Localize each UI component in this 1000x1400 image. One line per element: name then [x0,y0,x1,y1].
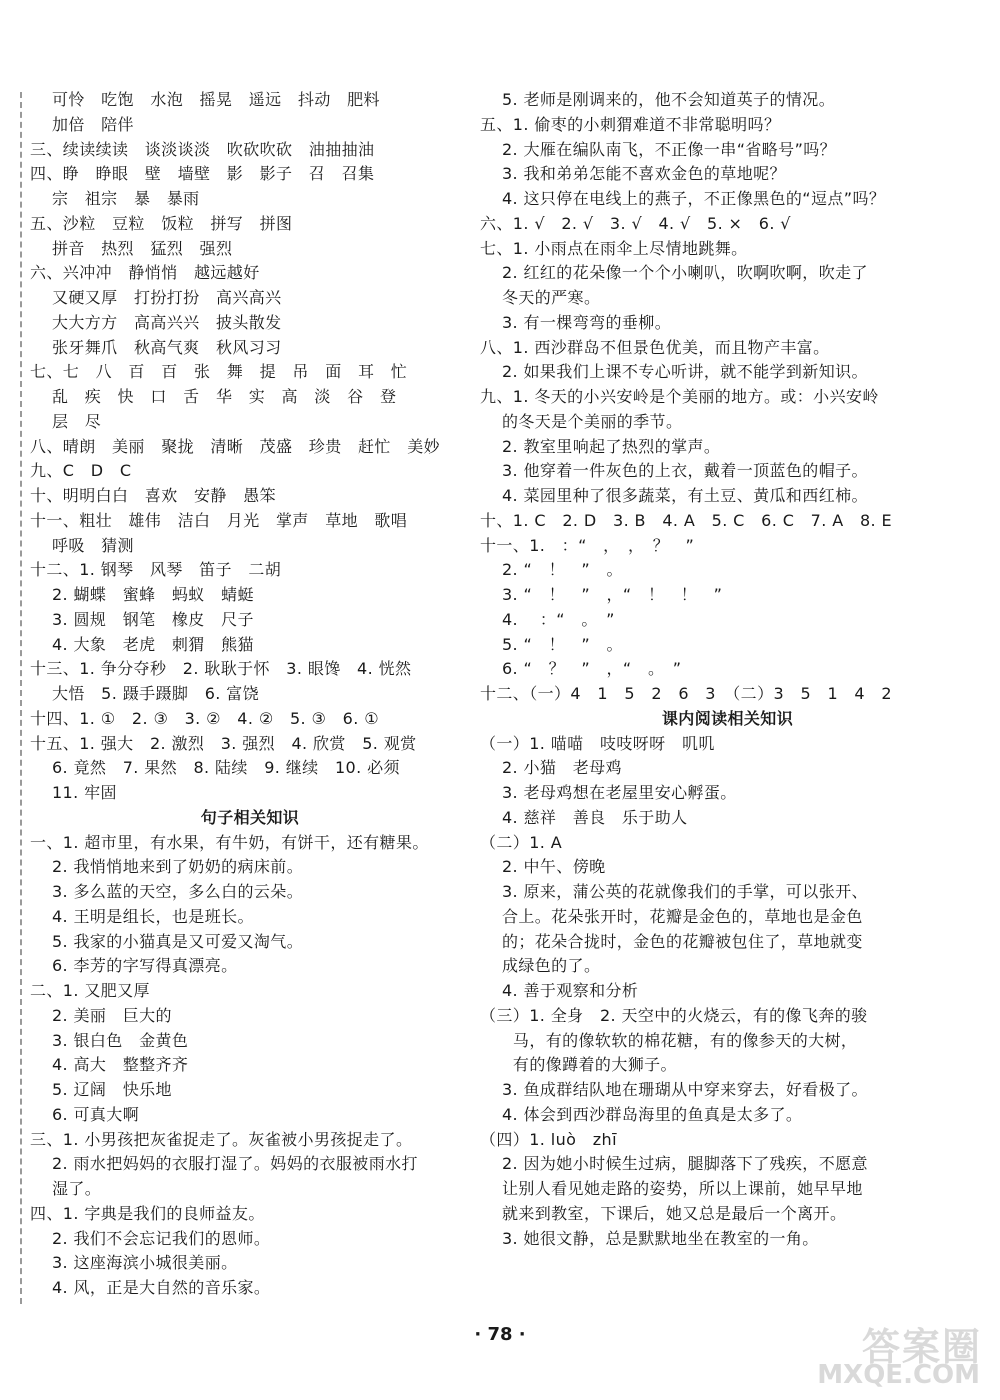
answer-line: 6. 李芳的字写得真漂亮。 [30,956,238,976]
answer-line: 2. 如果我们上课不专心听讲，就不能学到新知识。 [480,362,868,382]
answer-line: 五、1. 偷枣的小刺猬难道不非常聪明吗？ [480,114,781,134]
answer-line: 九、1. 冬天的小兴安岭是个美丽的地方。或：小兴安岭 [480,387,879,406]
answer-line: 张牙舞爪 秋高气爽 秋风习习 [30,337,282,357]
answer-line: 二、1. 又肥又厚 [30,981,150,1000]
answer-line: 4. 高大 整整齐齐 [30,1055,189,1075]
answer-line: 3. 圆规 钢笔 橡皮 尺子 [30,609,254,629]
answer-line: 乱 疾 快 口 舌 华 实 高 淡 谷 登 [30,387,397,406]
answer-line: （三）1. 全身 2. 天空中的火烧云，有的像飞奔的骏 [480,1005,868,1025]
answer-line: 十一、粗壮 雄伟 洁白 月光 掌声 草地 歌唱 [30,510,408,530]
answer-line: 2. 雨水把妈妈的衣服打湿了。妈妈的衣服被雨水打 [30,1154,418,1174]
answer-line: 就来到教室，下课后，她又总是最后一个离开。 [480,1203,847,1223]
answer-line: 一、1. 超市里，有水果，有牛奶，有饼干，还有糖果。 [30,832,429,852]
answer-line: 4. 慈祥 善良 乐于助人 [480,807,688,827]
watermark-title: 答案圈 [861,1325,982,1369]
answer-line: 加倍 陪伴 [30,114,134,134]
answer-line: 十一、1. ：“ ， ， ？ ” [480,535,695,555]
answer-line: （一）1. 喵喵 吱吱呀呀 叽叽 [480,733,715,753]
answer-line: 2. 蝴蝶 蜜蜂 蚂蚁 蜻蜓 [30,585,254,604]
answer-line: 4. 大象 老虎 刺猬 熊猫 [30,634,254,654]
answer-line: 大悟 5. 蹑手蹑脚 6. 富饶 [30,684,260,703]
answer-line: 5. 我家的小猫真是又可爱又淘气。 [30,931,304,951]
answer-line: 2. 美丽 巨大的 [30,1005,172,1025]
answer-line: 九、C D C [30,461,132,481]
watermark [812,1314,992,1394]
answer-line: 宗 祖宗 暴 暴雨 [30,189,200,208]
answer-line: 4. 王明是组长，也是班长。 [30,906,254,926]
answer-line: 成绿色的了。 [480,956,601,976]
answer-line: 2. 我们不会忘记我们的恩师。 [30,1228,271,1248]
answer-line: 2. 中午、傍晚 [480,857,606,877]
answer-line: 3. 她很文静，总是默默地坐在教室的一角。 [480,1228,819,1248]
left-column [30,88,470,1301]
answer-line: 6. 竟然 7. 果然 8. 陆续 9. 继续 10. 必须 [30,758,400,778]
section-heading: 句子相关知识 [200,807,300,827]
answer-line: 八、1. 西沙群岛不但景色优美，而且物产丰富。 [480,337,830,357]
answer-line: 五、沙粒 豆粒 饭粒 拼写 拼图 [30,213,293,233]
answer-line: 3. “ ！ ” ，“ ！ ！ ” [480,585,723,604]
answer-line: 湿了。 [30,1179,102,1198]
answer-line: 六、1. √ 2. √ 3. √ 4. √ 5. × 6. √ [480,213,791,233]
answer-line: 拼音 热烈 猛烈 强烈 [30,238,233,258]
answer-line: 七、七 八 百 百 张 舞 提 吊 面 耳 忙 [30,362,408,382]
answer-line: 5. “ ！ ” 。 [480,634,623,654]
answer-line: 5. 辽阔 快乐地 [30,1080,172,1099]
answer-line: 4. 风，正是大自然的音乐家。 [30,1278,271,1297]
answer-line: 合上。花朵张开时，花瓣是金色的，草地也是金色 [480,906,863,926]
watermark-url: MXQE.COM [817,1360,980,1390]
section-heading: 课内阅读相关知识 [661,708,794,728]
answer-line: 3. 这座海滨小城很美丽。 [30,1253,238,1273]
answer-line: 2. “ ！ ” 。 [480,560,623,580]
answer-line: 2. 小猫 老母鸡 [480,758,622,778]
answer-line: 4. 体会到西沙群岛海里的鱼真是太多了。 [480,1104,803,1124]
answer-line: 2. 因为她小时候生过病，腿脚落下了残疾，不愿意 [480,1154,868,1174]
binding-margin-rule [20,92,22,1304]
answer-line: 2. 教室里响起了热烈的掌声。 [480,436,721,456]
answer-line: 十五、1. 强大 2. 激烈 3. 强烈 4. 欣赏 5. 观赏 [30,733,417,753]
answer-line: 的；花朵合拢时，金色的花瓣被包住了，草地就变 [480,931,863,951]
answer-line: （四）1. luò zhī [480,1129,617,1149]
answer-line: 4. 善于观察和分析 [480,981,639,1000]
answer-line: 八、晴朗 美丽 聚拢 清晰 茂盛 珍贵 赶忙 美妙 [30,436,441,456]
answer-line: 有的像蹲着的大狮子。 [480,1055,677,1075]
answer-line: 四、1. 字典是我们的良师益友。 [30,1203,265,1223]
answer-line: 3. 我和弟弟怎能不喜欢金色的草地呢？ [480,164,786,184]
answer-line: 大大方方 高高兴兴 披头散发 [30,312,282,332]
answer-line: 十、明明白白 喜欢 安静 愚笨 [30,486,277,505]
answer-line: 三、续读续读 谈淡谈淡 吹砍吹砍 油抽抽油 [30,139,375,159]
answer-line: 的冬天是个美丽的季节。 [480,411,683,431]
answer-line: 层 尽 [30,411,102,431]
answer-line: 3. 多么蓝的天空，多么白的云朵。 [30,882,304,901]
answer-line: 5. 老师是刚调来的，他不会知道英子的情况。 [480,90,836,109]
answer-line: 可怜 吃饱 水泡 摇晃 遥远 抖动 肥料 [30,90,380,109]
answer-line: 3. 银白色 金黄色 [30,1030,189,1050]
answer-line: 3. 他穿着一件灰色的上衣，戴着一顶蓝色的帽子。 [480,461,868,481]
answer-line: 4. 这只停在电线上的燕子，不正像黑色的“逗点”吗？ [480,189,886,208]
answer-line: 冬天的严寒。 [480,288,601,307]
answer-line: 3. 有一棵弯弯的垂柳。 [480,312,672,332]
answer-line: 十二、1. 钢琴 风琴 笛子 二胡 [30,560,282,580]
answer-line: 3. 鱼成群结队地在珊瑚从中穿来穿去，好看极了。 [480,1080,868,1099]
answer-line: 4. ：“ 。 ” [480,609,615,629]
answer-line: 七、1. 小雨点在雨伞上尽情地跳舞。 [480,238,748,258]
answer-line: 马，有的像软软的棉花糖，有的像参天的大树， [480,1030,858,1050]
answer-line: 六、兴冲冲 静悄悄 越远越好 [30,263,260,283]
page-number: · 78 · [474,1324,526,1345]
right-column [480,88,975,1251]
answer-line: 十、1. C 2. D 3. B 4. A 5. C 6. C 7. A 8. E [480,510,893,530]
answer-line: 四、睁 睁眼 壁 墙壁 影 影子 召 召集 [30,164,375,184]
answer-line: 十二、（一）4 1 5 2 6 3 （二）3 5 1 4 2 [480,684,892,703]
answer-line: 6. 可真大啊 [30,1104,140,1124]
answer-line: 3. 老母鸡想在老屋里安心孵蛋。 [480,783,737,802]
answer-line: 2. 红红的花朵像一个个小喇叭，吹啊吹啊，吹走了 [480,263,868,283]
answer-line: 十三、1. 争分夺秒 2. 耿耿于怀 3. 眼馋 4. 恍然 [30,659,412,679]
answer-line: 3. 原来，蒲公英的花就像我们的手掌，可以张开、 [480,882,868,901]
answer-line: 让别人看见她走路的姿势，所以上课前，她早早地 [480,1179,863,1198]
answer-line: 4. 菜园里种了很多蔬菜，有土豆、黄瓜和西红柿。 [480,486,868,505]
answer-line: （二）1. A [480,832,563,852]
answer-line: 2. 我悄悄地来到了奶奶的病床前。 [30,857,304,877]
answer-line: 6. “ ？ ” ，“ 。 ” [480,659,682,679]
answer-line: 又硬又厚 打扮打扮 高兴高兴 [30,288,282,307]
answer-line: 2. 大雁在编队南飞，不正像一串“省略号”吗？ [480,139,837,159]
answer-line: 呼吸 猜测 [30,535,134,555]
answer-line: 十四、1. ① 2. ③ 3. ② 4. ② 5. ③ 6. ① [30,708,379,728]
answer-line: 11. 牢固 [30,783,117,802]
answer-line: 三、1. 小男孩把灰雀捉走了。灰雀被小男孩捉走了。 [30,1129,413,1149]
